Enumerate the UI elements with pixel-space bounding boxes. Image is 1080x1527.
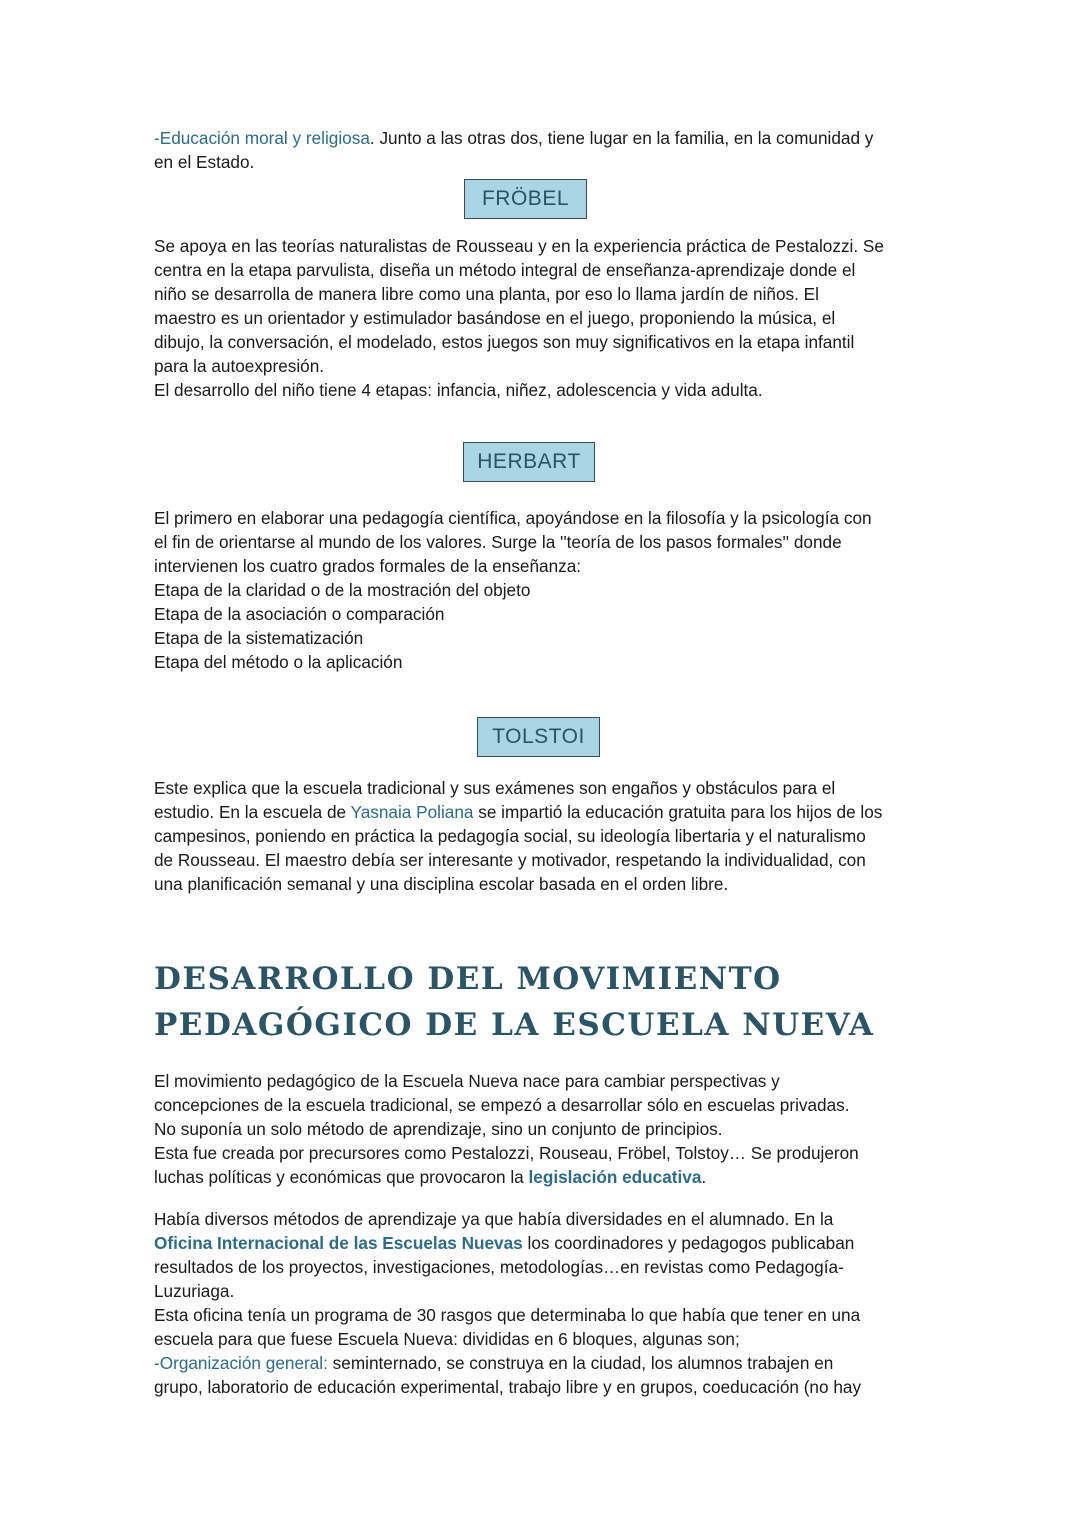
paragraph-line: Esta oficina tenía un programa de 30 rasgos que determinaba lo que había que tener en una <box>154 1305 861 1325</box>
paragraph-line: luchas políticas y económicas que provocaron la legislación educativa. <box>154 1167 707 1187</box>
frobel-line: dibujo, la conversación, el modelado, estos juegos son muy significativos en la etapa infantil <box>154 332 855 352</box>
paragraph-line: Luzuriaga. <box>154 1281 235 1301</box>
frobel-line: para la autoexpresión. <box>154 356 325 376</box>
section-heading-line-1: DESARROLLO DEL MOVIMIENTO <box>154 961 782 997</box>
tolstoi-line: estudio. En la escuela de Yasnaia Poliana se impartió la educación gratuita para los hijos de los <box>154 802 883 822</box>
paragraph-line: escuela para que fuese Escuela Nueva: divididas en 6 bloques, algunas son; <box>154 1329 740 1349</box>
herbart-line: intervienen los cuatro grados formales de la enseñanza: <box>154 556 582 576</box>
escuela-nueva-paragraph-1 <box>154 1069 934 1189</box>
tolstoi-paragraph <box>154 776 934 896</box>
frobel-line: centra en la etapa parvulista, diseña un método integral de enseñanza-aprendizaje donde el <box>154 260 856 280</box>
section-heading <box>154 956 934 1048</box>
paragraph-line: grupo, laboratorio de educación experimental, trabajo libre y en grupos, coeducación (no hay <box>154 1377 862 1397</box>
paragraph-line: resultados de los proyectos, investigaciones, metodologías…en revistas como Pedagogía- <box>154 1257 844 1277</box>
escuela-nueva-paragraph-2 <box>154 1207 934 1399</box>
herbart-line: Etapa de la asociación o comparación <box>154 604 445 624</box>
frobel-title-box: FRÖBEL <box>464 179 587 219</box>
tolstoi-line: Este explica que la escuela tradicional y sus exámenes son engaños y obstáculos para el <box>154 778 836 798</box>
intro-line-2: en el Estado. <box>154 152 255 172</box>
tolstoi-line: campesinos, poniendo en práctica la pedagogía social, su ideología libertaria y el naturalismo <box>154 826 866 846</box>
intro-line-1: -Educación moral y religiosa. Junto a las otras dos, tiene lugar en la familia, en la comunidad y <box>154 128 874 148</box>
yasnaia-poliana-highlight: Yasnaia Poliana <box>350 802 474 822</box>
frobel-line: maestro es un orientador y estimulador basándose en el juego, proponiendo la música, el <box>154 308 836 328</box>
paragraph-line: Oficina Internacional de las Escuelas Nuevas los coordinadores y pedagogos publicaban <box>154 1233 855 1253</box>
herbart-line: El primero en elaborar una pedagogía científica, apoyándose en la filosofía y la psicología con <box>154 508 872 528</box>
herbart-line: el fin de orientarse al mundo de los valores. Surge la ''teoría de los pasos formales'' donde <box>154 532 842 552</box>
frobel-line: niño se desarrolla de manera libre como una planta, por eso lo llama jardín de niños. El <box>154 284 819 304</box>
paragraph-line: Había diversos métodos de aprendizaje ya que había diversidades en el alumnado. En la <box>154 1209 834 1229</box>
herbart-line: Etapa del método o la aplicación <box>154 652 403 672</box>
paragraph-line: -Organización general: seminternado, se construya en la ciudad, los alumnos trabajen en <box>154 1353 834 1373</box>
frobel-paragraph <box>154 234 934 402</box>
frobel-line: El desarrollo del niño tiene 4 etapas: infancia, niñez, adolescencia y vida adulta. <box>154 380 763 400</box>
herbart-paragraph <box>154 506 934 674</box>
tolstoi-line: una planificación semanal y una disciplina escolar basada en el orden libre. <box>154 874 729 894</box>
tolstoi-title-box: TOLSTOI <box>477 717 600 757</box>
intro-paragraph <box>154 126 934 174</box>
paragraph-line: No suponía un solo método de aprendizaje, sino un conjunto de principios. <box>154 1119 723 1139</box>
intro-label: -Educación moral y religiosa <box>154 128 370 148</box>
oficina-internacional-link[interactable]: Oficina Internacional de las Escuelas Nuevas <box>154 1233 523 1253</box>
herbart-line: Etapa de la sistematización <box>154 628 364 648</box>
organizacion-general-label: -Organización general: <box>154 1353 328 1373</box>
legislacion-educativa-link[interactable]: legislación educativa <box>528 1167 702 1187</box>
herbart-title-box: HERBART <box>463 442 595 482</box>
tolstoi-line: de Rousseau. El maestro debía ser interesante y motivador, respetando la individualidad, con <box>154 850 866 870</box>
herbart-line: Etapa de la claridad o de la mostración del objeto <box>154 580 531 600</box>
paragraph-line: El movimiento pedagógico de la Escuela Nueva nace para cambiar perspectivas y <box>154 1071 780 1091</box>
frobel-line: Se apoya en las teorías naturalistas de Rousseau y en la experiencia práctica de Pestalozzi. Se <box>154 236 884 256</box>
paragraph-line: Esta fue creada por precursores como Pestalozzi, Rouseau, Fröbel, Tolstoy… Se produjeron <box>154 1143 859 1163</box>
section-heading-line-2: PEDAGÓGICO DE LA ESCUELA NUEVA <box>154 1007 875 1043</box>
paragraph-line: concepciones de la escuela tradicional, se empezó a desarrollar sólo en escuelas privadas. <box>154 1095 850 1115</box>
